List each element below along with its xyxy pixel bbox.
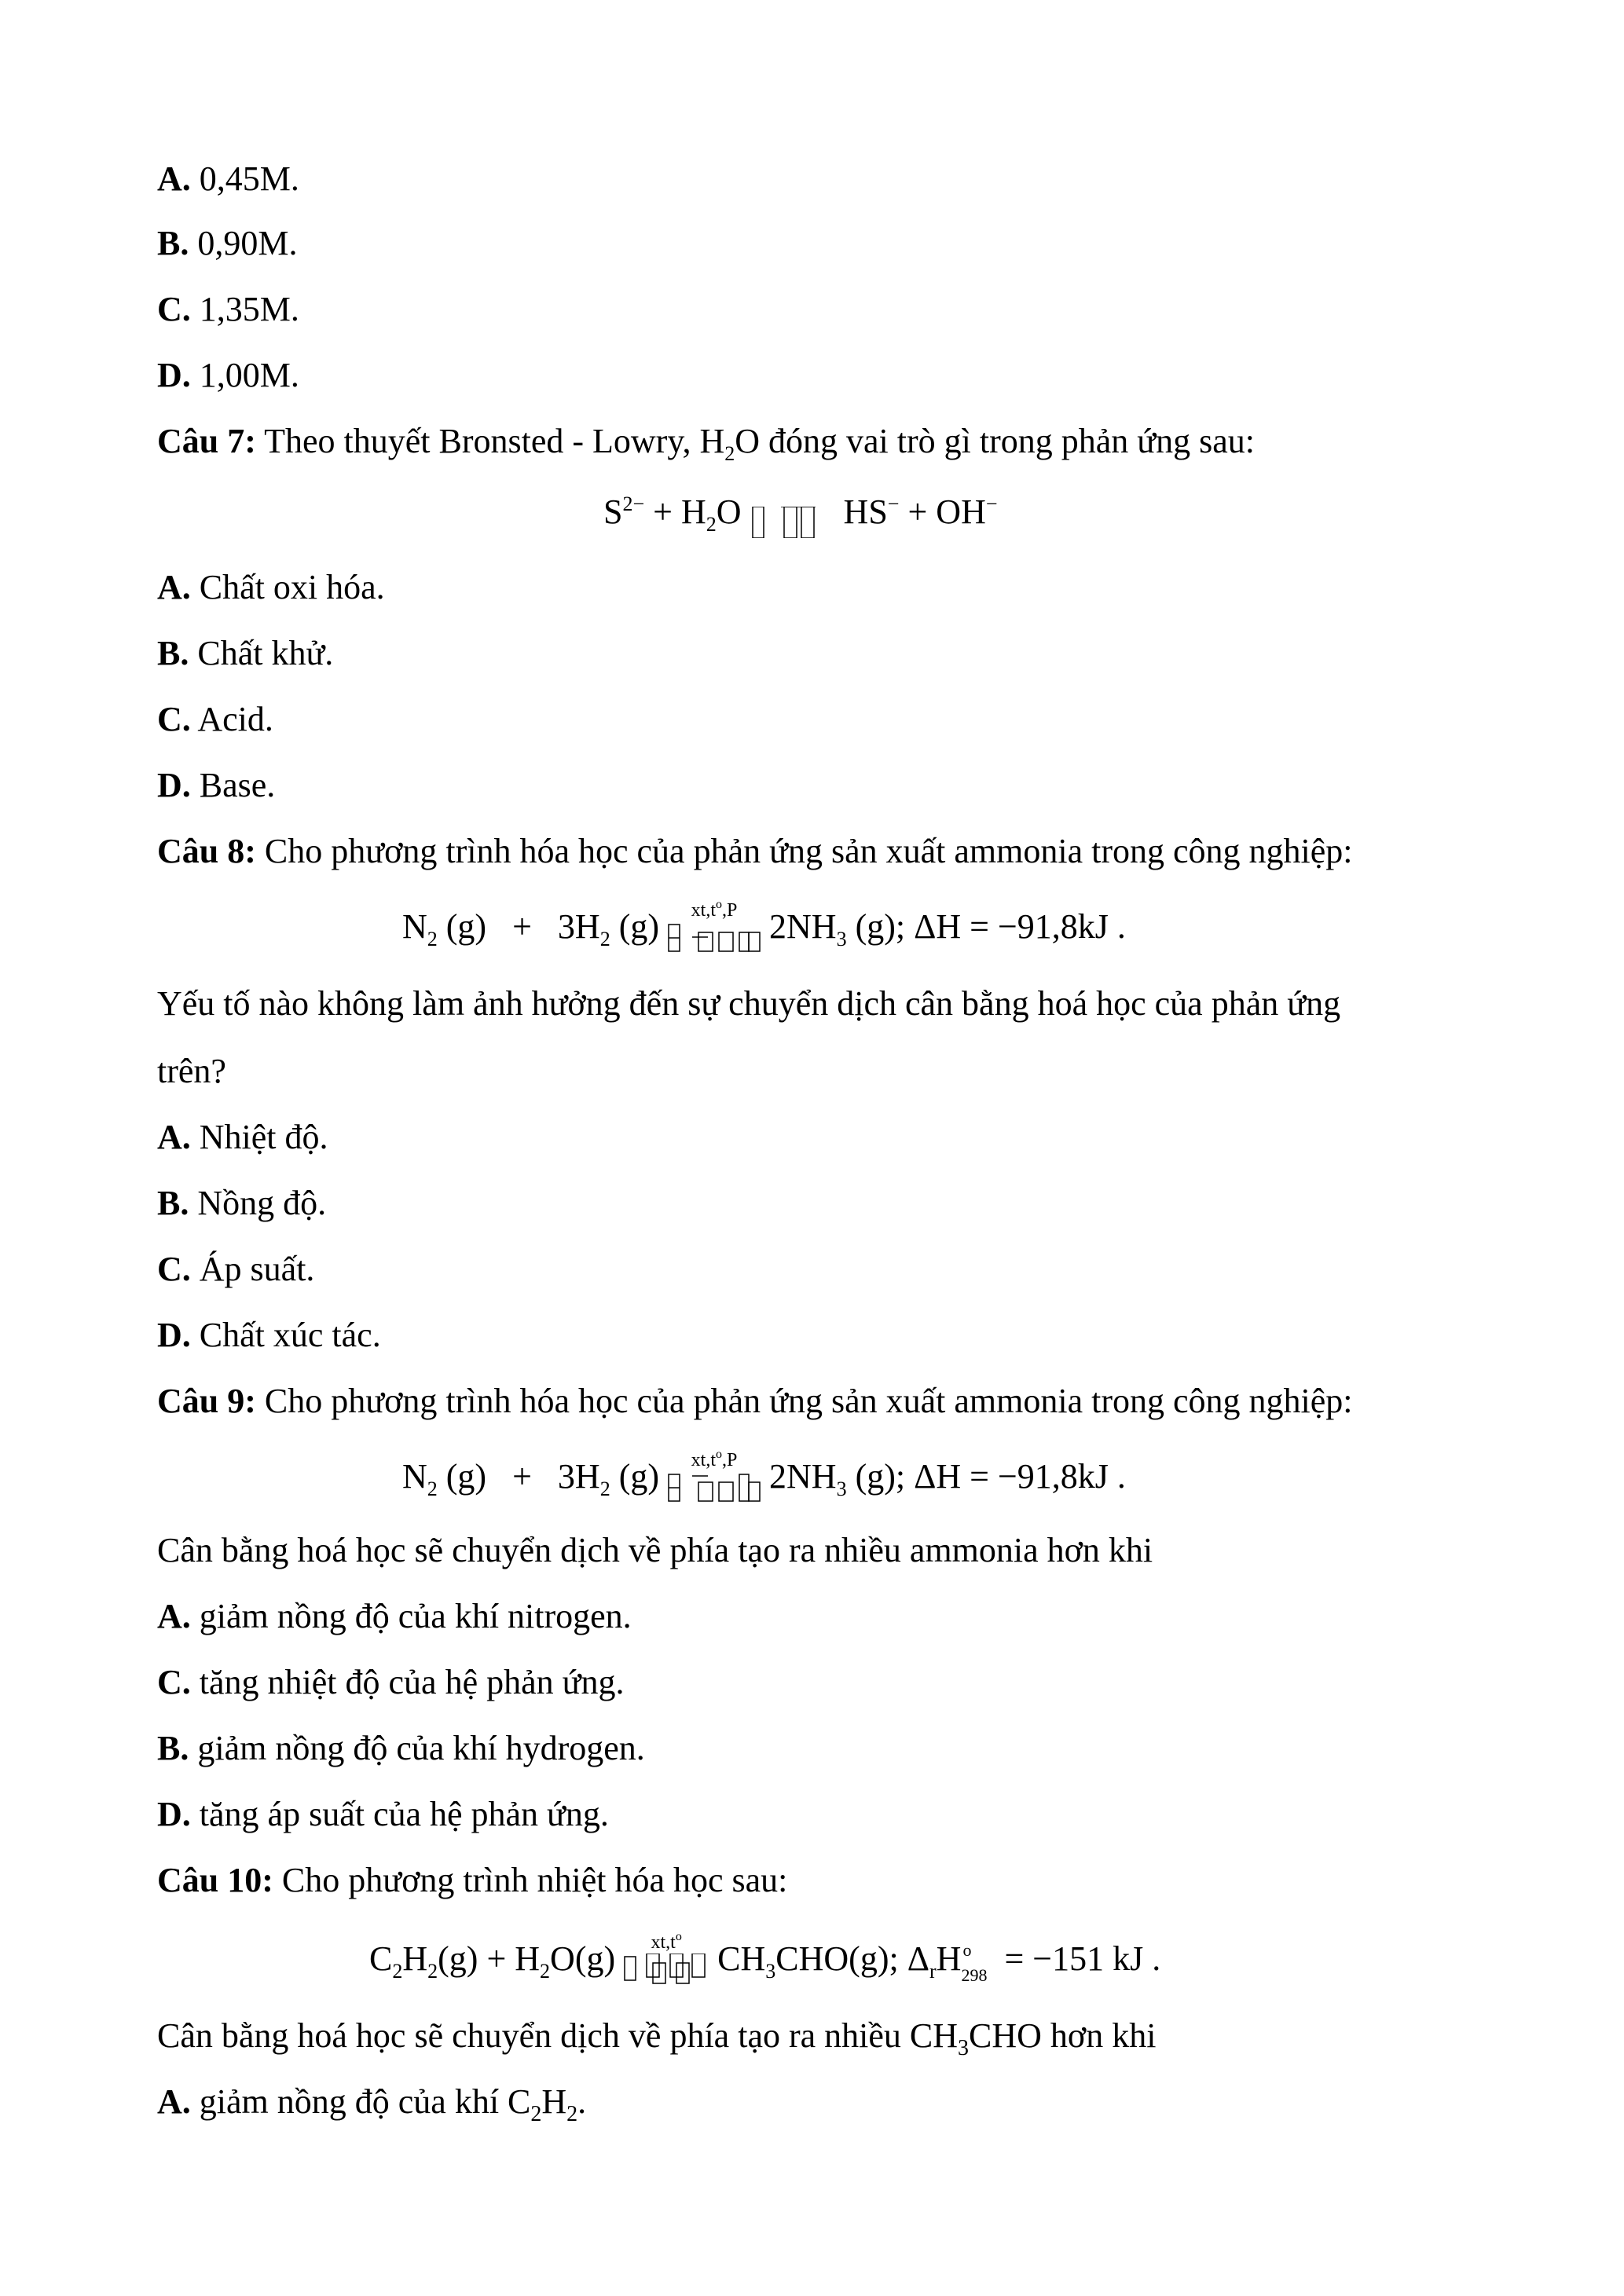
q8-question-line2: trên? xyxy=(157,1052,226,1090)
eq-state: (g) + xyxy=(438,1939,515,1978)
option-text: Chất xúc tác. xyxy=(190,1316,381,1354)
option-text: Chất oxi hóa. xyxy=(190,568,385,606)
option-label: D. xyxy=(157,1795,191,1833)
option-text: Acid. xyxy=(190,700,273,738)
subscript: 2 xyxy=(530,2102,542,2126)
option-text: H xyxy=(541,2082,567,2121)
subscript: 2 xyxy=(427,1478,438,1500)
option-label: D. xyxy=(157,766,191,804)
question-text: CHO hơn khi xyxy=(969,2016,1157,2055)
eq-plus: + xyxy=(512,907,532,946)
eq-state: (g) xyxy=(437,907,487,946)
q6-option-d xyxy=(157,353,299,397)
reaction-condition xyxy=(623,1929,709,1953)
subscript: 2 xyxy=(724,442,735,465)
subscript: r xyxy=(929,1960,937,1983)
eq-term: O xyxy=(716,493,742,531)
option-label: A. xyxy=(157,1597,191,1635)
condition-text: xt,t xyxy=(691,1449,716,1470)
q9-question-text: Cân bằng hoá học sẽ chuyển dịch về phía tạo ra nhiều ammonia hơn khi xyxy=(157,1531,1153,1569)
subscript: 2 xyxy=(392,1960,403,1983)
option-text: Áp suất. xyxy=(190,1250,315,1288)
q8-equation xyxy=(402,897,1126,950)
option-label: C. xyxy=(157,290,191,328)
question-label: Câu 8: xyxy=(157,832,256,870)
eq-term: OH xyxy=(936,493,986,531)
condition-text: xt,t xyxy=(651,1932,676,1953)
option-label: B. xyxy=(157,224,189,262)
option-text: giảm nồng độ của khí C xyxy=(190,2082,531,2121)
q8-option-c xyxy=(157,1247,314,1291)
charge: − xyxy=(985,493,998,515)
condition-text: xt,t xyxy=(691,899,716,921)
q6-option-c xyxy=(157,287,299,331)
q10-option-a xyxy=(157,2080,586,2124)
q7-option-b xyxy=(157,632,333,676)
q9-option-c xyxy=(157,1661,624,1705)
degree: o xyxy=(716,1447,722,1461)
eq-term: H xyxy=(936,1939,962,1978)
option-label: A. xyxy=(157,159,191,198)
charge: − xyxy=(887,493,900,515)
subscript: 2 xyxy=(599,1478,610,1500)
question-label: Câu 9: xyxy=(157,1382,256,1420)
q8-question-line1: Yếu tố nào không làm ảnh hưởng đến sự chuyển dịch cân bằng hoá học của phản ứng xyxy=(157,984,1341,1023)
eq-term: H xyxy=(680,493,706,531)
eq-term: H xyxy=(515,1939,541,1978)
option-label: B. xyxy=(157,1729,189,1767)
q7-equation xyxy=(603,490,998,535)
eq-enthalpy: = −151 kJ . xyxy=(995,1939,1161,1978)
question-text: Theo thuyết Bronsted - Lowry, H xyxy=(255,422,725,460)
eq-term: CHO(g); Δ xyxy=(775,1939,929,1978)
eq-plus: + xyxy=(512,1457,532,1496)
equilibrium-arrow-icon xyxy=(750,496,836,535)
q9-equation xyxy=(402,1447,1126,1500)
eq-term: S xyxy=(603,493,623,531)
subscript: 2 xyxy=(540,1960,551,1983)
option-text: 0,45M. xyxy=(190,159,299,198)
eq-term: 3H xyxy=(557,1457,600,1496)
equilibrium-arrow-icon xyxy=(623,1929,709,1982)
option-label: A. xyxy=(157,2082,191,2121)
option-label: A. xyxy=(157,568,191,606)
subscript: 2 xyxy=(599,928,610,950)
enthalpy-script xyxy=(961,1939,995,1985)
equilibrium-arrow-icon xyxy=(667,1447,761,1500)
degree: o xyxy=(962,1939,972,1960)
option-label: B. xyxy=(157,1184,189,1222)
option-label: D. xyxy=(157,356,191,394)
question-text: Cho phương trình hóa học của phản ứng sản xuất ammonia trong công nghiệp: xyxy=(255,832,1353,870)
option-text: 0,90M. xyxy=(189,224,298,262)
eq-plus: + xyxy=(899,493,937,531)
q7-option-d xyxy=(157,764,275,807)
option-text: Nồng độ. xyxy=(189,1184,327,1222)
eq-term: 2NH xyxy=(769,1457,837,1496)
option-text: Base. xyxy=(190,766,276,804)
q10-question xyxy=(157,1858,787,1902)
question-text: Cho phương trình hóa học của phản ứng sản xuất ammonia trong công nghiệp: xyxy=(255,1382,1353,1420)
subscript: 2 xyxy=(427,928,438,950)
eq-enthalpy: (g); ΔH = −91,8kJ . xyxy=(846,907,1126,946)
eq-term: HS xyxy=(843,493,888,531)
option-text: Chất khử. xyxy=(189,634,334,672)
option-text: 1,00M. xyxy=(190,356,299,394)
reaction-condition xyxy=(667,1447,761,1470)
option-label: B. xyxy=(157,634,189,672)
subscript: 2 xyxy=(566,2102,578,2126)
question-label: Câu 7: xyxy=(157,422,256,460)
q9-option-a xyxy=(157,1595,632,1639)
q6-option-b xyxy=(157,222,297,265)
degree: o xyxy=(716,897,722,911)
q7-question xyxy=(157,419,1255,463)
eq-state: (g) xyxy=(437,1457,487,1496)
question-label: Câu 10: xyxy=(157,1861,273,1899)
option-text: tăng nhiệt độ của hệ phản ứng. xyxy=(190,1663,625,1701)
condition-text: ,P xyxy=(722,1449,738,1470)
q6-option-a xyxy=(157,157,299,201)
reaction-condition xyxy=(667,897,761,921)
eq-term: O(g) xyxy=(550,1939,616,1978)
charge: 2− xyxy=(622,493,645,515)
subscript: 3 xyxy=(836,928,847,950)
subscript: 3 xyxy=(765,1960,776,1983)
question-text: O đóng vai trò gì trong phản ứng sau: xyxy=(735,422,1256,460)
q10-equation xyxy=(369,1929,1161,1985)
option-text: tăng áp suất của hệ phản ứng. xyxy=(190,1795,609,1833)
eq-state: (g) xyxy=(610,907,660,946)
option-text: giảm nồng độ của khí nitrogen. xyxy=(190,1597,632,1635)
subscript: 3 xyxy=(958,2036,970,2060)
q7-option-c xyxy=(157,698,273,742)
option-label: C. xyxy=(157,700,191,738)
subscript: 2 xyxy=(706,513,717,536)
eq-term: 3H xyxy=(557,907,600,946)
option-text: . xyxy=(577,2082,587,2121)
q9-question xyxy=(157,1379,1353,1423)
q10-question-text xyxy=(157,2014,1156,2058)
q8-option-d xyxy=(157,1313,381,1357)
option-label: D. xyxy=(157,1316,191,1354)
option-label: A. xyxy=(157,1118,191,1156)
option-text: giảm nồng độ của khí hydrogen. xyxy=(189,1729,645,1767)
option-text: 1,35M. xyxy=(190,290,299,328)
eq-state: (g) xyxy=(610,1457,660,1496)
q9-option-d xyxy=(157,1792,609,1836)
subscript: 3 xyxy=(836,1478,847,1500)
eq-enthalpy: (g); ΔH = −91,8kJ . xyxy=(846,1457,1126,1496)
q7-option-a xyxy=(157,566,385,610)
eq-term: N xyxy=(402,907,427,946)
subscript: 298 xyxy=(961,1965,988,1985)
question-text: Cho phương trình nhiệt hóa học sau: xyxy=(273,1861,788,1899)
eq-term: H xyxy=(402,1939,428,1978)
eq-term: N xyxy=(402,1457,427,1496)
q8-question xyxy=(157,829,1353,873)
eq-term: CH xyxy=(717,1939,766,1978)
question-text: Cân bằng hoá học sẽ chuyển dịch về phía tạo ra nhiều CH xyxy=(157,2016,959,2055)
q8-option-a xyxy=(157,1115,328,1159)
subscript: 2 xyxy=(427,1960,438,1983)
degree: o xyxy=(675,1929,682,1943)
option-label: C. xyxy=(157,1663,191,1701)
eq-plus: + xyxy=(644,493,681,531)
eq-term: C xyxy=(369,1939,393,1978)
option-label: C. xyxy=(157,1250,191,1288)
q9-option-b xyxy=(157,1727,645,1771)
equilibrium-arrow-icon xyxy=(667,897,761,950)
eq-term: 2NH xyxy=(769,907,837,946)
condition-text: ,P xyxy=(722,899,738,921)
option-text: Nhiệt độ. xyxy=(190,1118,328,1156)
q8-option-b xyxy=(157,1181,326,1225)
